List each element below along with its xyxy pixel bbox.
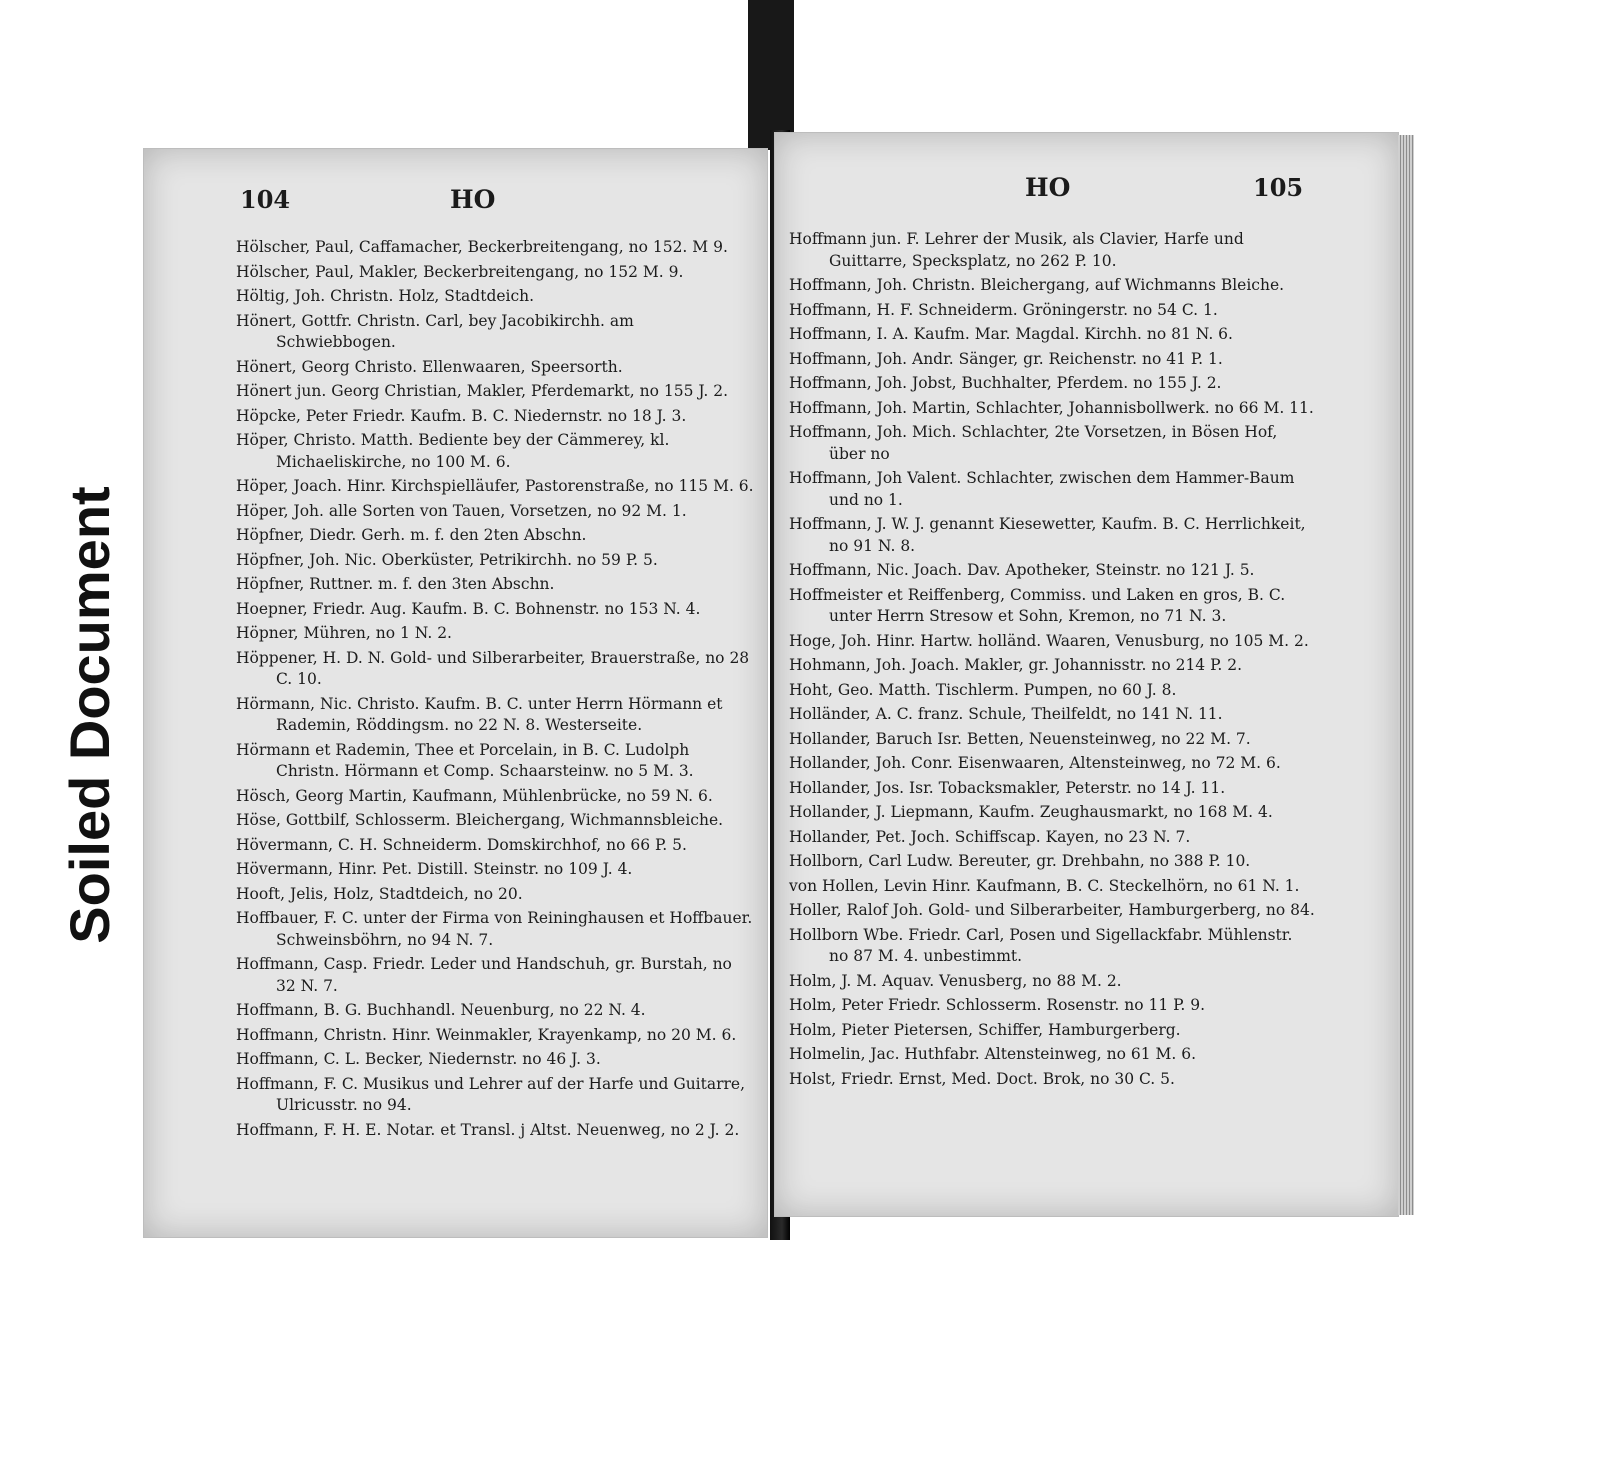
directory-entry: Hoffmann, Casp. Friedr. Leder und Handschuh, gr. Burstah, no 32 N. 7. <box>236 955 732 995</box>
directory-entry: Hoffmann, B. G. Buchhandl. Neuenburg, no 22 N. 4. <box>236 1001 646 1019</box>
right-page <box>774 132 1399 1217</box>
directory-entry: Hoffmann jun. F. Lehrer der Musik, als Clavier, Harfe und Guittarre, Specksplatz, no 262 P. 10. <box>789 230 1244 270</box>
directory-entries-left <box>236 237 756 1144</box>
directory-entry: Höpfner, Diedr. Gerh. m. f. den 2ten Abschn. <box>236 526 587 544</box>
left-page <box>143 148 768 1238</box>
directory-entry: Höpfner, Ruttner. m. f. den 3ten Abschn. <box>236 575 555 593</box>
directory-entry: Hollander, Jos. Isr. Tobacksmakler, Peterstr. no 14 J. 11. <box>789 778 1226 797</box>
directory-entry: Hoffmann, Joh. Christn. Bleichergang, auf Wichmanns Bleiche. <box>789 276 1285 294</box>
directory-entry: Holm, Peter Friedr. Schlosserm. Rosenstr. no 11 P. 9. <box>789 996 1206 1014</box>
directory-entry: Hollander, Pet. Joch. Schiffscap. Kayen, no 23 N. 7. <box>789 827 1191 846</box>
directory-entry: Hollborn Wbe. Friedr. Carl, Posen und Sigellackfabr. Mühlenstr. no 87 M. 4. unbestimmt. <box>789 925 1293 965</box>
directory-entry: Hoffmann, Joh. Mich. Schlachter, 2te Vorsetzen, in Bösen Hof, über no <box>789 423 1278 463</box>
directory-entry: Hollander, Joh. Conr. Eisenwaaren, Altensteinweg, no 72 M. 6. <box>789 754 1281 772</box>
directory-entry: Hoffmann, H. F. Schneiderm. Gröningerstr. no 54 C. 1. <box>789 300 1218 319</box>
directory-entry: Höpcke, Peter Friedr. Kaufm. B. C. Niedernstr. no 18 J. 3. <box>236 406 687 425</box>
directory-entry: Hoepner, Friedr. Aug. Kaufm. B. C. Bohnenstr. no 153 N. 4. <box>236 599 701 618</box>
directory-entry: Hövermann, C. H. Schneiderm. Domskirchhof, no 66 P. 5. <box>236 835 687 854</box>
directory-entry: von Hollen, Levin Hinr. Kaufmann, B. C. Steckelhörn, no 61 N. 1. <box>789 876 1300 895</box>
directory-entry: Höper, Joh. alle Sorten von Tauen, Vorsetzen, no 92 M. 1. <box>236 501 687 520</box>
binding-clip <box>748 0 794 150</box>
directory-entry: Holler, Ralof Joh. Gold- und Silberarbeiter, Hamburgerberg, no 84. <box>789 901 1315 919</box>
directory-entry: Hoht, Geo. Matth. Tischlerm. Pumpen, no 60 J. 8. <box>789 680 1177 699</box>
directory-entry: Höpner, Mühren, no 1 N. 2. <box>236 624 452 642</box>
directory-entry: Hoffmann, C. L. Becker, Niedernstr. no 46 J. 3. <box>236 1050 601 1068</box>
directory-entry: Hoffmann, Joh. Martin, Schlachter, Johannisbollwerk. no 66 M. 11. <box>789 398 1314 417</box>
directory-entry: Hoffbauer, F. C. unter der Firma von Reininghausen et Hoffbauer. Schweinsböhrn, no 94 N. 7. <box>236 909 753 949</box>
directory-entry: Höppener, H. D. N. Gold- und Silberarbeiter, Brauerstraße, no 28 C. 10. <box>236 648 750 688</box>
page-number-right: 105 <box>1253 173 1304 202</box>
directory-entry: Hölscher, Paul, Caffamacher, Beckerbreitengang, no 152. M 9. <box>236 238 728 256</box>
page-edges <box>1398 135 1414 1215</box>
directory-entry: Hooft, Jelis, Holz, Stadtdeich, no 20. <box>236 884 523 903</box>
directory-entry: Höse, Gottbilf, Schlosserm. Bleichergang, Wichmannsbleiche. <box>236 811 724 829</box>
directory-entry: Hoffmann, Joh Valent. Schlachter, zwischen dem Hammer-Baum und no 1. <box>789 469 1295 509</box>
directory-entry: Hoffmann, Christn. Hinr. Weinmakler, Krayenkamp, no 20 M. 6. <box>236 1025 737 1044</box>
directory-entry: Höpfner, Joh. Nic. Oberküster, Petrikirchh. no 59 P. 5. <box>236 550 658 569</box>
directory-entries-right <box>789 229 1315 1093</box>
directory-entry: Höper, Christo. Matth. Bediente bey der Cämmerey, kl. Michaeliskirche, no 100 M. 6. <box>236 431 670 471</box>
directory-entry: Hoffmann, I. A. Kaufm. Mar. Magdal. Kirchh. no 81 N. 6. <box>789 325 1233 343</box>
directory-entry: Holm, J. M. Aquav. Venusberg, no 88 M. 2. <box>789 971 1122 990</box>
directory-entry: Hövermann, Hinr. Pet. Distill. Steinstr. no 109 J. 4. <box>236 860 633 878</box>
directory-entry: Hörmann et Rademin, Thee et Porcelain, in B. C. Ludolph Christn. Hörmann et Comp. Schaarsteinw. no 5 M. 3. <box>236 740 694 780</box>
directory-entry: Hollander, Baruch Isr. Betten, Neuensteinweg, no 22 M. 7. <box>789 729 1251 748</box>
directory-entry: Hösch, Georg Martin, Kaufmann, Mühlenbrücke, no 59 N. 6. <box>236 786 713 805</box>
directory-entry: Hollborn, Carl Ludw. Bereuter, gr. Drehbahn, no 388 P. 10. <box>789 852 1251 870</box>
directory-entry: Hoffmann, F. H. E. Notar. et Transl. j Altst. Neuenweg, no 2 J. 2. <box>236 1120 740 1139</box>
running-head-left: HO <box>450 185 496 214</box>
running-head-right: HO <box>1025 173 1071 202</box>
directory-entry: Hoge, Joh. Hinr. Hartw. holländ. Waaren, Venusburg, no 105 M. 2. <box>789 631 1309 650</box>
directory-entry: Holst, Friedr. Ernst, Med. Doct. Brok, no 30 C. 5. <box>789 1069 1175 1088</box>
directory-entry: Hönert jun. Georg Christian, Makler, Pferdemarkt, no 155 J. 2. <box>236 382 729 400</box>
directory-entry: Hölscher, Paul, Makler, Beckerbreitengang, no 152 M. 9. <box>236 262 684 281</box>
directory-entry: Hohmann, Joh. Joach. Makler, gr. Johannisstr. no 214 P. 2. <box>789 656 1243 674</box>
directory-entry: Hoffmann, Joh. Andr. Sänger, gr. Reichenstr. no 41 P. 1. <box>789 349 1223 368</box>
soiled-document-label: Soiled Document <box>58 486 121 944</box>
directory-entry: Hoffmeister et Reiffenberg, Commiss. und Laken en gros, B. C. unter Herrn Stresow et Sohn, Kremon, no 71 N. 3. <box>789 585 1286 625</box>
directory-entry: Hoffmann, Nic. Joach. Dav. Apotheker, Steinstr. no 121 J. 5. <box>789 561 1255 579</box>
directory-entry: Hönert, Gottfr. Christn. Carl, bey Jacobikirchh. am Schwiebbogen. <box>236 311 634 351</box>
directory-entry: Holländer, A. C. franz. Schule, Theilfeldt, no 141 N. 11. <box>789 705 1223 723</box>
directory-entry: Höper, Joach. Hinr. Kirchspielläufer, Pastorenstraße, no 115 M. 6. <box>236 477 754 495</box>
directory-entry: Holmelin, Jac. Huthfabr. Altensteinweg, no 61 M. 6. <box>789 1045 1197 1063</box>
directory-entry: Hörmann, Nic. Christo. Kaufm. B. C. unter Herrn Hörmann et Rademin, Röddingsm. no 22 N. 8. Westerseite. <box>236 694 723 734</box>
directory-entry: Holm, Pieter Pietersen, Schiffer, Hamburgerberg. <box>789 1020 1181 1039</box>
directory-entry: Hoffmann, F. C. Musikus und Lehrer auf der Harfe und Guitarre, Ulricusstr. no 94. <box>236 1074 746 1114</box>
directory-entry: Hönert, Georg Christo. Ellenwaaren, Speersorth. <box>236 357 623 376</box>
directory-entry: Hoffmann, J. W. J. genannt Kiesewetter, Kaufm. B. C. Herrlichkeit, no 91 N. 8. <box>789 515 1306 555</box>
page-number-left: 104 <box>240 185 291 214</box>
directory-entry: Hoffmann, Joh. Jobst, Buchhalter, Pferdem. no 155 J. 2. <box>789 374 1222 392</box>
directory-entry: Höltig, Joh. Christn. Holz, Stadtdeich. <box>236 287 535 305</box>
directory-entry: Hollander, J. Liepmann, Kaufm. Zeughausmarkt, no 168 M. 4. <box>789 803 1273 821</box>
